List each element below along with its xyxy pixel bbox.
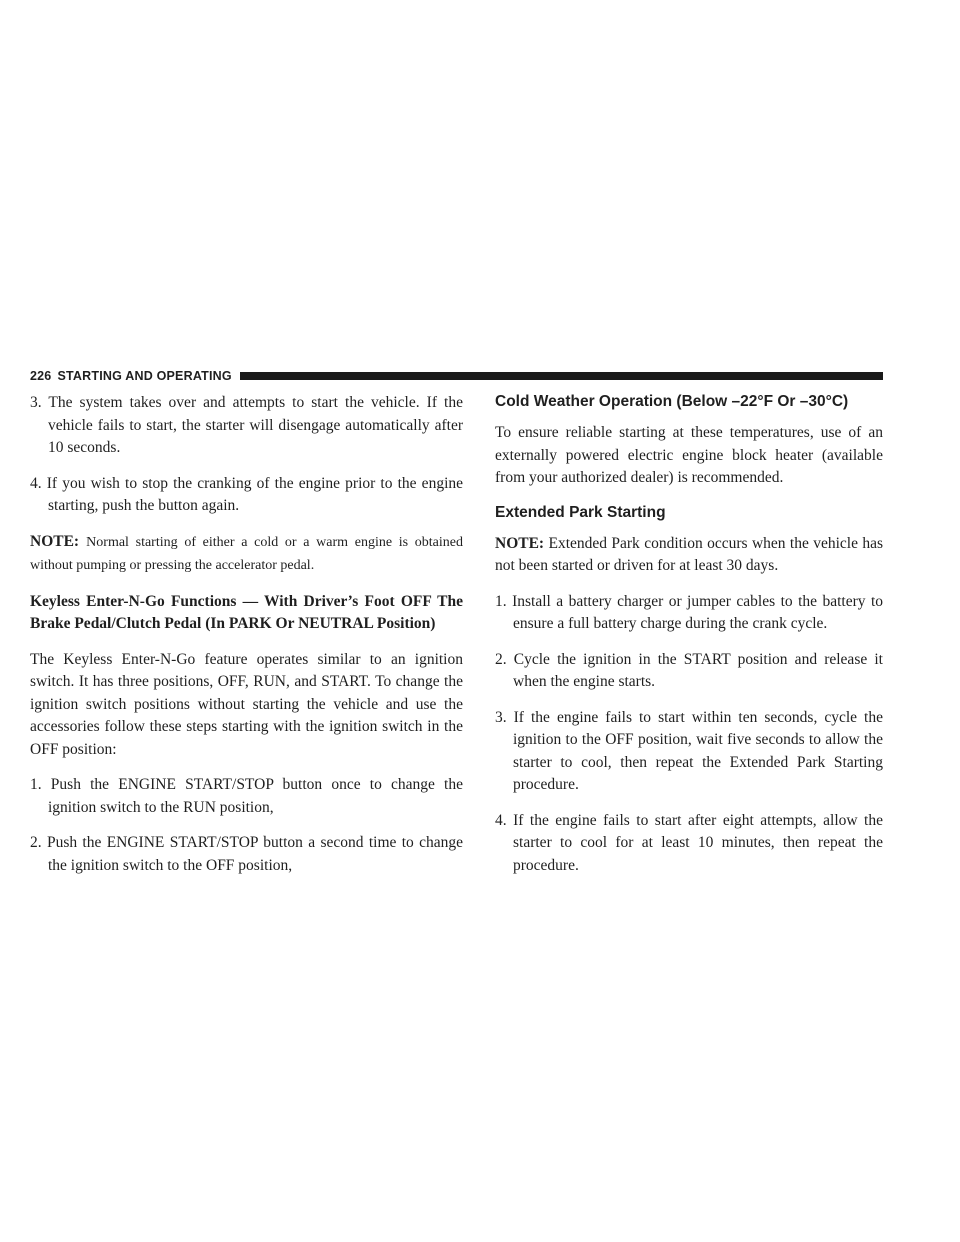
extended-park-note — [495, 533, 883, 578]
note-label: NOTE: — [495, 534, 545, 552]
note-text: Normal starting of either a cold or a warm engine is obtained without pumping or pressing the accelerator pedal. — [30, 534, 463, 573]
page-number: 226 — [30, 369, 52, 383]
keyless-step-2: 2. Push the ENGINE START/STOP button a second time to change the ignition switch to the OFF position, — [30, 834, 463, 874]
section-title: STARTING AND OPERATING — [57, 369, 232, 383]
extended-step-2: 2. Cycle the ignition in the START position and release it when the engine starts. — [495, 650, 883, 690]
cold-weather-paragraph: To ensure reliable starting at these temperatures, use of an externally powered electric engine block heater (available from your authorized dealer) is recommended. — [495, 424, 883, 486]
list-item-3: 3. The system takes over and attempts to start the vehicle. If the vehicle fails to start, the starter will disengage automatically after 10 seconds. — [30, 394, 463, 456]
right-column — [495, 392, 883, 890]
note — [30, 531, 463, 578]
list-item-4: 4. If you wish to stop the cranking of the engine prior to the engine starting, push the button again. — [30, 474, 463, 514]
extended-step-1: 1. Install a battery charger or jumper cables to the battery to ensure a full battery charge during the crank cycle. — [495, 592, 883, 632]
keyless-paragraph: The Keyless Enter-N-Go feature operates similar to an ignition switch. It has three positions, OFF, RUN, and START. To change the ignition switch positions without starting the vehicle and use the accessories follow these steps starting with the ignition switch in the OFF position: — [30, 650, 463, 758]
extended-park-heading: Extended Park Starting — [495, 503, 666, 521]
extended-step-4: 4. If the engine fails to start after eight attempts, allow the starter to cool for at least 10 minutes, then repeat the procedure. — [495, 811, 883, 874]
cold-weather-heading: Cold Weather Operation (Below –22°F Or –30°C) — [495, 393, 849, 410]
note-text: Extended Park condition occurs when the vehicle has not been started or driven for at least 30 days. — [495, 534, 884, 574]
keyless-step-1: 1. Push the ENGINE START/STOP button once to change the ignition switch to the RUN position, — [30, 776, 463, 816]
subheading-keyless: Keyless Enter-N-Go Functions — With Driver’s Foot OFF The Brake Pedal/Clutch Pedal (In PARK Or NEUTRAL Position) — [30, 592, 463, 632]
header-rule — [240, 372, 883, 380]
left-column — [30, 392, 463, 890]
note-label: NOTE: — [30, 532, 80, 550]
page-header — [30, 369, 883, 383]
extended-step-3: 3. If the engine fails to start within ten seconds, cycle the ignition to the OFF position, wait five seconds to allow the starter to cool, then repeat the Extended Park Starting procedure. — [495, 708, 883, 793]
